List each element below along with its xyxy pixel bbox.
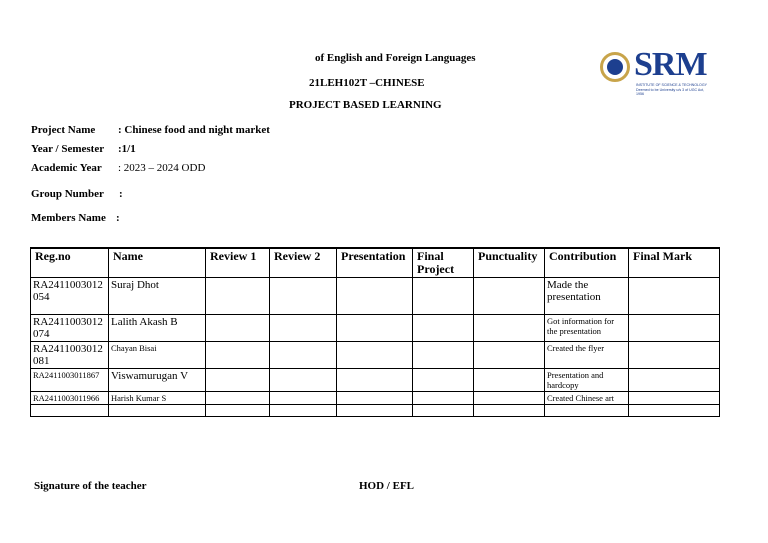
cell-contribution [545,405,629,417]
cell-name: Lalith Akash B [109,315,206,342]
year-semester-value: :1/1 [118,143,136,155]
cell-final-mark [629,342,720,369]
cell-presentation [337,315,413,342]
cell-presentation [337,278,413,315]
cell-final-project [413,369,474,392]
cell-review2 [270,278,337,315]
col-header-review2: Review 2 [270,248,337,278]
col-header-contribution: Contribution [545,248,629,278]
hod-label: HOD / EFL [359,480,415,492]
cell-review1 [206,342,270,369]
cell-final-mark [629,405,720,417]
cell-review1 [206,392,270,405]
group-number-value: : [119,188,123,200]
cell-regno: RA2411003012081 [31,342,109,369]
col-header-final-mark: Final Mark [629,248,720,278]
cell-name: Viswamurugan V [109,369,206,392]
cell-regno: RA2411003011867 [31,369,109,392]
cell-presentation [337,342,413,369]
table-row [31,278,720,315]
seal-icon [600,52,630,82]
col-header-final-project: Final Project [413,248,474,278]
cell-review1 [206,405,270,417]
cell-review1 [206,315,270,342]
cell-review1 [206,369,270,392]
srm-logo [600,46,712,96]
cell-punctuality [474,392,545,405]
table-row [31,369,720,392]
cell-final-project [413,405,474,417]
cell-punctuality [474,369,545,392]
cell-name [109,405,206,417]
cell-review2 [270,315,337,342]
cell-punctuality [474,315,545,342]
cell-regno: RA2411003011966 [31,392,109,405]
cell-review2 [270,342,337,369]
col-header-review1: Review 1 [206,248,270,278]
cell-presentation [337,405,413,417]
doc-title: PROJECT BASED LEARNING [289,99,442,111]
cell-punctuality [474,405,545,417]
course-code: 21LEH102T –CHINESE [309,77,425,89]
academic-year-value: : 2023 – 2024 ODD [118,162,206,174]
cell-review2 [270,405,337,417]
group-number-label: Group Number [31,188,104,200]
cell-punctuality [474,278,545,315]
cell-contribution: Made the presentation [545,278,629,315]
project-name-label: Project Name [31,124,96,136]
cell-review2 [270,392,337,405]
cell-regno: RA2411003012074 [31,315,109,342]
table-row [31,342,720,369]
cell-contribution: Created the flyer [545,342,629,369]
cell-regno: RA2411003012054 [31,278,109,315]
cell-review1 [206,278,270,315]
col-header-presentation: Presentation [337,248,413,278]
logo-subtitle-2: Deemed to be University u/s 3 of UGC Act, 1956 [636,88,705,96]
cell-contribution: Presentation and hardcopy [545,369,629,392]
members-name-label: Members Name [31,212,106,224]
cell-final-mark [629,315,720,342]
cell-contribution: Created Chinese art [545,392,629,405]
table-header-row [31,248,720,278]
cell-final-mark [629,369,720,392]
cell-final-project [413,278,474,315]
academic-year-label: Academic Year [31,162,102,174]
cell-final-project [413,315,474,342]
cell-presentation [337,369,413,392]
year-semester-label: Year / Semester [31,143,105,155]
cell-final-mark [629,392,720,405]
header-line1: of English and Foreign Languages [315,52,476,64]
logo-subtitle: INSTITUTE OF SCIENCE & TECHNOLOGY [636,83,708,87]
col-header-punctuality: Punctuality [474,248,545,278]
table-row [31,392,720,405]
cell-final-project [413,342,474,369]
cell-name: Harish Kumar S [109,392,206,405]
members-name-value: : [116,212,120,224]
cell-final-project [413,392,474,405]
cell-punctuality [474,342,545,369]
logo-wordmark: SRM [634,46,707,83]
table-row [31,315,720,342]
teacher-signature-label: Signature of the teacher [34,480,147,492]
col-header-name: Name [109,248,206,278]
cell-review2 [270,369,337,392]
cell-name: Suraj Dhot [109,278,206,315]
cell-presentation [337,392,413,405]
table-row-empty [31,405,720,417]
col-header-regno: Reg.no [31,248,109,278]
cell-contribution: Got information for the presentation [545,315,629,342]
cell-final-mark [629,278,720,315]
project-name-value: : Chinese food and night market [118,124,270,136]
cell-name: Chayan Bisai [109,342,206,369]
marks-table [30,247,720,417]
cell-regno [31,405,109,417]
